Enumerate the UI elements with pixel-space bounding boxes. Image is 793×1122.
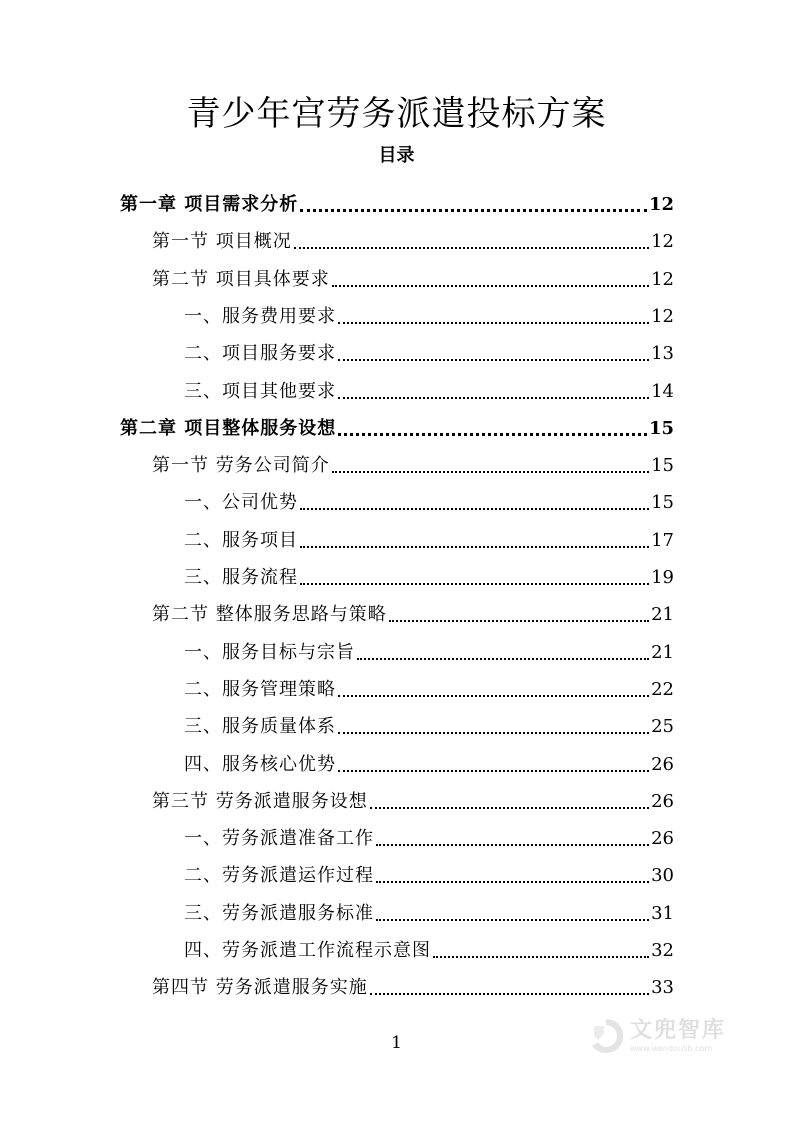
- toc-leader-dots: [332, 284, 649, 287]
- toc-entry[interactable]: [184, 889, 674, 925]
- toc-entry[interactable]: [184, 740, 674, 776]
- toc-entry-label: 四、服务核心优势: [184, 753, 336, 775]
- toc-entry-page: 26: [651, 753, 674, 775]
- toc-leader-dots: [338, 358, 649, 361]
- toc-entry-page: 12: [648, 194, 674, 215]
- toc-entry[interactable]: [152, 590, 674, 626]
- toc-leader-dots: [300, 507, 649, 510]
- toc-entry[interactable]: [152, 441, 674, 477]
- toc-entry-page: 31: [651, 902, 674, 924]
- toc-entry-page: 15: [651, 492, 674, 514]
- toc-entry[interactable]: [184, 851, 674, 887]
- toc-leader-dots: [338, 432, 647, 436]
- toc-entry-label: 第三节 劳务派遣服务设想: [152, 790, 368, 812]
- toc-entry-label: 第一章 项目需求分析: [120, 194, 299, 215]
- watermark-name: 文兜智库: [630, 1018, 727, 1043]
- toc-entry-page: 22: [651, 678, 674, 700]
- toc-entry[interactable]: [184, 516, 674, 552]
- toc-entry-page: 19: [651, 567, 674, 588]
- toc-entry-page: 21: [651, 641, 674, 663]
- toc-entry-page: 21: [651, 604, 674, 626]
- toc-entry-page: 26: [651, 828, 674, 850]
- toc-leader-dots: [370, 992, 649, 995]
- toc-leader-dots: [332, 470, 649, 473]
- toc-entry-label: 二、劳务派遣运作过程: [184, 865, 374, 887]
- toc-leader-dots: [370, 806, 649, 809]
- toc-entry-label: 第一节 劳务公司简介: [152, 455, 330, 477]
- toc-entry-label: 二、项目服务要求: [184, 343, 336, 365]
- toc-entry-page: 30: [651, 865, 674, 887]
- toc-entry[interactable]: [152, 217, 674, 253]
- toc-entry-label: 三、劳务派遣服务标准: [184, 902, 374, 924]
- toc-leader-dots: [357, 657, 649, 660]
- toc-leader-dots: [376, 880, 649, 883]
- toc-entry-label: 一、劳务派遣准备工作: [184, 828, 374, 850]
- toc-entry[interactable]: [120, 180, 674, 216]
- toc-leader-dots: [300, 545, 649, 548]
- toc-leader-dots: [389, 619, 649, 622]
- toc-leader-dots: [338, 396, 649, 399]
- toc-entry-label: 一、服务费用要求: [184, 305, 336, 327]
- toc-entry-page: 14: [651, 380, 674, 402]
- toc-entry[interactable]: [184, 628, 674, 664]
- document-title: 青少年宫劳务派遣投标方案: [186, 94, 607, 134]
- toc-entry-label: 第二章 项目整体服务设想: [120, 417, 337, 439]
- toc-leader-dots: [433, 955, 649, 958]
- toc-entry-label: 二、服务管理策略: [184, 678, 336, 700]
- toc-leader-dots: [338, 769, 649, 772]
- toc-leader-dots: [338, 694, 649, 697]
- toc-entry[interactable]: [152, 255, 674, 291]
- toc-leader-dots: [294, 246, 649, 249]
- toc-leader-dots: [300, 582, 649, 585]
- toc-entry[interactable]: [184, 814, 674, 850]
- toc-entry[interactable]: [184, 926, 674, 962]
- toc-entry-page: 17: [651, 529, 674, 551]
- toc-entry-page: 15: [651, 455, 674, 477]
- watermark: [586, 1016, 726, 1056]
- toc-entry-label: 第二节 整体服务思路与策略: [152, 604, 387, 626]
- toc-entry[interactable]: [184, 478, 674, 514]
- toc-heading: 目录: [378, 145, 415, 166]
- toc-entry-page: 12: [651, 231, 674, 253]
- toc-entry-page: 26: [651, 790, 674, 812]
- toc-entry-label: 第一节 项目概况: [152, 231, 292, 253]
- watermark-url: www.wendoulib.com: [630, 1044, 713, 1053]
- toc-entry[interactable]: [152, 777, 674, 813]
- toc-entry-page: 15: [648, 417, 674, 439]
- toc-entry-label: 三、项目其他要求: [184, 380, 336, 402]
- toc-leader-dots: [338, 731, 649, 734]
- toc-entry[interactable]: [184, 367, 674, 403]
- toc-entry[interactable]: [184, 553, 674, 589]
- toc-entry-page: 12: [651, 268, 674, 290]
- toc-entry[interactable]: [120, 404, 674, 440]
- toc-entry-label: 三、服务流程: [184, 567, 298, 588]
- toc-entry-label: 二、服务项目: [184, 529, 298, 551]
- toc-entry-page: 32: [651, 940, 674, 961]
- toc-leader-dots: [300, 208, 647, 212]
- toc-leader-dots: [376, 918, 649, 921]
- toc-entry[interactable]: [184, 329, 674, 365]
- toc-entry-label: 四、劳务派遣工作流程示意图: [184, 940, 431, 961]
- toc-entry[interactable]: [152, 963, 674, 999]
- toc-leader-dots: [338, 321, 649, 324]
- toc-entry-label: 一、公司优势: [184, 492, 298, 514]
- toc-entry[interactable]: [184, 702, 674, 738]
- toc-entry-label: 一、服务目标与宗旨: [184, 641, 355, 663]
- toc-entry-page: 12: [651, 305, 674, 327]
- toc-leader-dots: [376, 843, 649, 846]
- page-number: 1: [391, 1033, 402, 1053]
- toc-entry-page: 13: [651, 343, 674, 365]
- toc-entry-label: 三、服务质量体系: [184, 716, 336, 738]
- toc-entry-page: 33: [651, 977, 674, 999]
- toc-entry-page: 25: [651, 716, 674, 738]
- toc-entry-label: 第四节 劳务派遣服务实施: [152, 977, 368, 999]
- wendou-logo-icon: [586, 1016, 626, 1056]
- toc-entry[interactable]: [184, 665, 674, 701]
- toc-entry-label: 第二节 项目具体要求: [152, 268, 330, 290]
- toc-entry[interactable]: [184, 292, 674, 328]
